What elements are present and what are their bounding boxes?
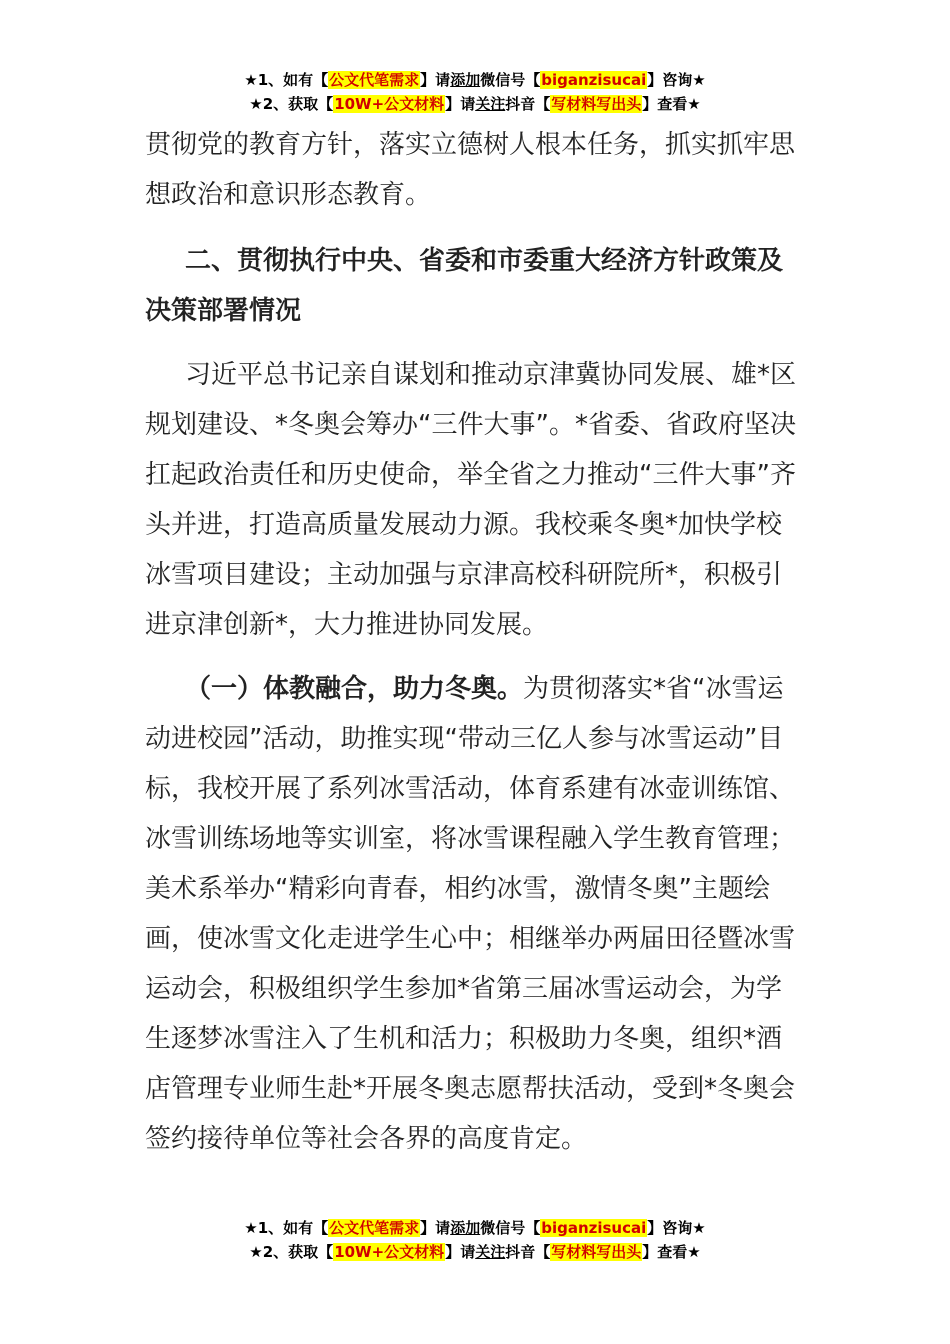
banner-highlight: biganzisucai <box>541 1219 647 1237</box>
footer-banner <box>0 1216 950 1264</box>
banner-text: 】查看★ <box>642 1243 701 1261</box>
banner-underline: 关注 <box>475 1243 506 1261</box>
banner-text: 】咨询★ <box>647 71 706 89</box>
header-banner <box>0 68 950 116</box>
banner-text: 】咨询★ <box>647 1219 706 1237</box>
paragraph: 贯彻党的教育方针，落实立德树人根本任务，抓实抓牢思想政治和意识形态教育。 <box>145 130 796 210</box>
banner-highlight: 10W+公文材料 <box>334 1243 445 1261</box>
banner-text: 】请 <box>445 95 476 113</box>
banner-text: 】查看★ <box>642 95 701 113</box>
paragraph <box>145 664 800 1164</box>
banner-text: ★2、获取【 <box>249 1243 334 1261</box>
banner-highlight: 写材料写出头 <box>551 1243 642 1261</box>
banner-underline: 添加 <box>450 1219 481 1237</box>
banner-text: 】请 <box>420 71 451 89</box>
banner-line-2 <box>0 92 950 116</box>
banner-highlight: 10W+公文材料 <box>334 95 445 113</box>
banner-highlight: biganzisucai <box>541 71 647 89</box>
banner-text: 抖音【 <box>505 1243 551 1261</box>
banner-line-1 <box>0 1216 950 1240</box>
banner-line-2 <box>0 1240 950 1264</box>
paragraph: 习近平总书记亲自谋划和推动京津冀协同发展、雄*区规划建设、*冬奥会筹办“三件大事”。*省委、省政府坚决扛起政治责任和历史使命，举全省之力推动“三件大事”齐头并进，打造高质量发展动力源。我校乘冬奥*加快学校冰雪项目建设；主动加强与京津高校科研院所*，积极引进京津创新*，大力推进协同发展。 <box>145 360 797 640</box>
banner-text: 抖音【 <box>505 95 551 113</box>
banner-text: 】请 <box>445 1243 476 1261</box>
banner-text: ★1、如有【 <box>244 71 329 89</box>
banner-highlight: 公文代笔需求 <box>329 71 420 89</box>
banner-text: ★1、如有【 <box>244 1219 329 1237</box>
banner-underline: 添加 <box>450 71 481 89</box>
banner-line-1 <box>0 68 950 92</box>
banner-highlight: 写材料写出头 <box>551 95 642 113</box>
banner-highlight: 公文代笔需求 <box>329 1219 420 1237</box>
banner-text: ★2、获取【 <box>249 95 334 113</box>
banner-text: 微信号【 <box>480 1219 541 1237</box>
subsection-title: （一）体教融合，助力冬奥。 <box>185 674 524 704</box>
document-body <box>145 120 800 1164</box>
banner-text: 微信号【 <box>480 71 541 89</box>
banner-text: 】请 <box>420 1219 451 1237</box>
banner-underline: 关注 <box>475 95 506 113</box>
section-heading: 二、贯彻执行中央、省委和市委重大经济方针政策及决策部署情况 <box>145 246 784 326</box>
paragraph-text: 为贯彻落实*省“冰雪运动进校园”活动，助推实现“带动三亿人参与冰雪运动”目标，我校开展了系列冰雪活动，体育系建有冰壶训练馆、冰雪训练场地等实训室，将冰雪课程融入学生教育管理；美术系举办“精彩向青春，相约冰雪，激情冬奥”主题绘画，使冰雪文化走进学生心中；相继举办两届田径暨冰雪运动会，积极组织学生参加*省第三届冰雪运动会，为学生逐梦冰雪注入了生机和活力；积极助力冬奥，组织*酒店管理专业师生赴*开展冬奥志愿帮扶活动，受到*冬奥会签约接待单位等社会各界的高度肯定。 <box>145 674 796 1154</box>
